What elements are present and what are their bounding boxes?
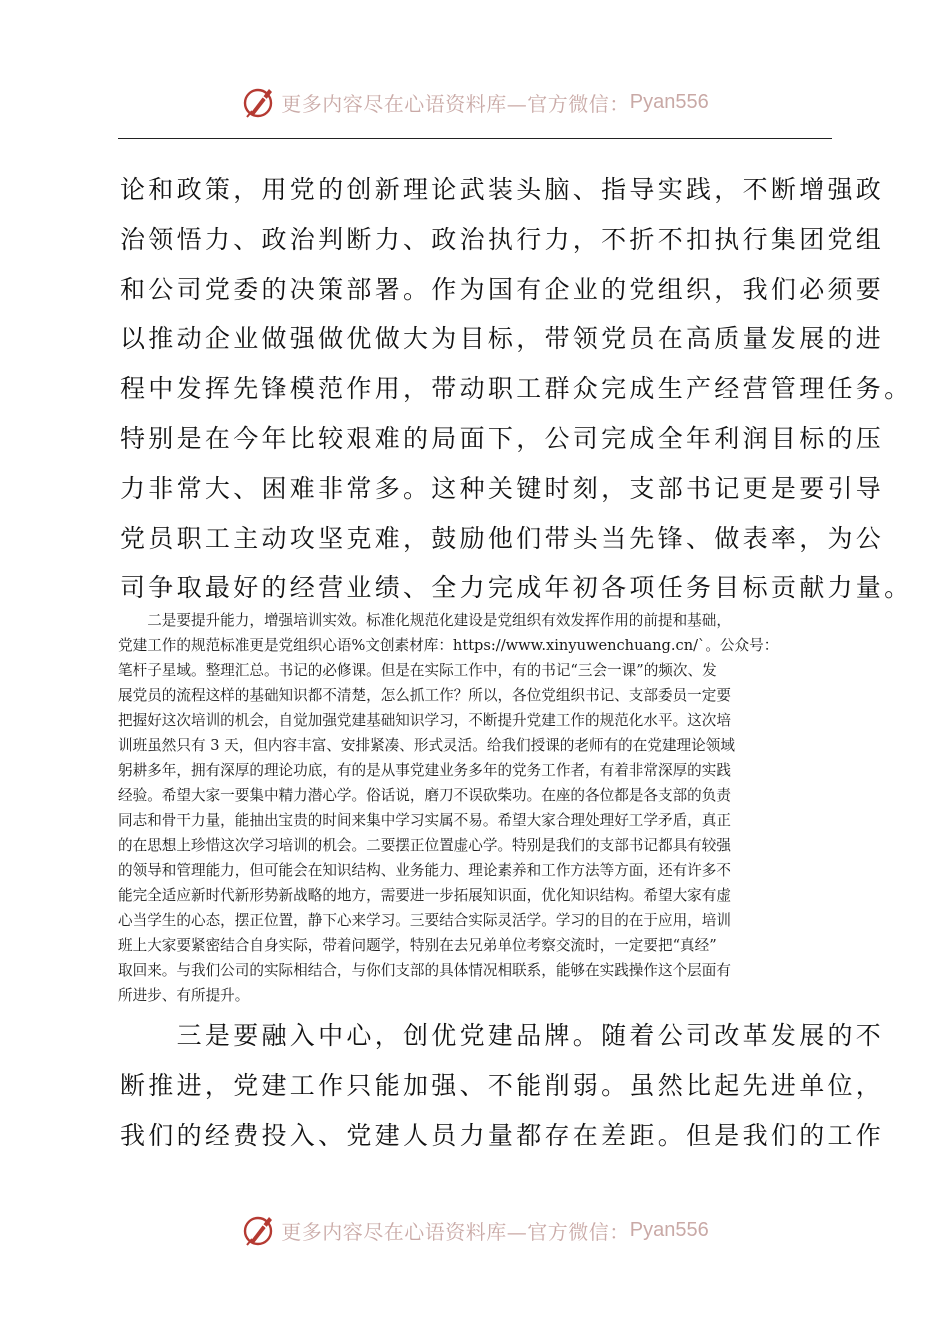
text-line: 的在思想上珍惜这次学习培训的机会。二要摆正位置虚心学。特别是我们的支部书记都具有较强 [118, 837, 731, 854]
text-line: 心当学生的心态，摆正位置，静下心来学习。三要结合实际灵活学。学习的目的在于应用，培训 [118, 912, 731, 929]
text-line: 和公司党委的决策部署。作为国有企业的党组织，我们必须要 [120, 274, 885, 304]
text-line: 的领导和管理能力，但可能会在知识结构、业务能力、理论素养和工作方法等方面，还有许多不 [118, 862, 731, 879]
text-line: 班上大家要紧密结合自身实际，带着问题学，特别在去兄弟单位考察交流时，一定要把“真经” [118, 937, 717, 954]
text-line: 二是要提升能力，增强培训实效。标准化规范化建设是党组织有效发挥作用的前提和基础， [118, 612, 731, 629]
text-line: 经验。希望大家一要集中精力潜心学。俗话说，磨刀不误砍柴功。在座的各位都是各支部的负责 [118, 787, 731, 804]
text-line: 取回来。与我们公司的实际相结合，与你们支部的具体情况相联系，能够在实践操作这个层面有 [118, 962, 731, 979]
text-line: 把握好这次培训的机会，自觉加强党建基础知识学习，不断提升党建工作的规范化水平。这次培 [118, 712, 731, 729]
text-line: 特别是在今年比较艰难的局面下，公司完成全年利润目标的压 [120, 423, 885, 453]
text-line: 党员职工主动攻坚克难，鼓励他们带头当先锋、做表率，为公 [120, 523, 885, 553]
header-rule [118, 138, 832, 139]
text-line: 司争取最好的经营业绩、全力完成年初各项任务目标贡献力量。 [120, 573, 913, 603]
text-line: 能完全适应新时代新形势新战略的地方，需要进一步拓展知识面，优化知识结构。希望大家有虚 [118, 887, 731, 904]
text-line: 治领悟力、政治判断力、政治执行力，不折不扣执行集团党组 [120, 224, 885, 254]
header-banner-text: 更多内容尽在心语资料库—官方微信： [281, 91, 630, 116]
text-line: 以推动企业做强做优做大为目标，带领党员在高质量发展的进 [120, 324, 885, 354]
paragraph-integration [120, 1011, 885, 1160]
text-line: 所进步、有所提升。 [118, 987, 250, 1004]
text-line: 我们的经费投入、党建人员力量都存在差距。但是我们的工作 [120, 1120, 885, 1150]
quill-seal-icon [241, 84, 277, 120]
text-line: 展党员的流程这样的基础知识都不清楚，怎么抓工作？所以，各位党组织书记、支部委员一定要 [118, 687, 731, 704]
text-line: 三是要融入中心，创优党建品牌。随着公司改革发展的不 [120, 1021, 885, 1050]
footer-banner-text: 更多内容尽在心语资料库—官方微信： [281, 1219, 630, 1244]
text-line: 笔杆子星域。整理汇总。书记的必修课。但是在实际工作中，有的书记“三会一课”的频次、发 [118, 662, 717, 679]
text-line: 断推进，党建工作只能加强、不能削弱。虽然比起先进单位， [120, 1070, 885, 1100]
footer-wechat-id: Pyan556 [629, 1218, 709, 1241]
footer-banner [0, 1210, 950, 1250]
text-line: 同志和骨干力量，能抽出宝贵的时间来集中学习实属不易。希望大家合理处理好工学矛盾，真正 [118, 812, 731, 829]
text-line: 训班虽然只有 3 天，但内容丰富、安排紧凑、形式灵活。给我们授课的老师有的在党建理论领域 [118, 737, 735, 754]
text-line: 力非常大、困难非常多。这种关键时刻，支部书记更是要引导 [120, 473, 885, 503]
header-wechat-id: Pyan556 [629, 90, 709, 113]
header-banner [0, 82, 950, 122]
text-line: 论和政策，用党的创新理论武装头脑、指导实践，不断增强政 [120, 175, 885, 204]
text-line: 程中发挥先锋模范作用，带动职工群众完成生产经营管理任务。 [120, 374, 913, 404]
text-line: 党建工作的规范标准更是党组织心语%文创素材库：https://www.xinyuwenchuang.cn/`。公众号： [118, 637, 779, 654]
paragraph-training [118, 608, 838, 1008]
paragraph-continued [120, 165, 913, 613]
quill-seal-icon [241, 1212, 277, 1248]
text-line: 躬耕多年，拥有深厚的理论功底，有的是从事党建业务多年的党务工作者，有着非常深厚的实践 [118, 762, 731, 779]
